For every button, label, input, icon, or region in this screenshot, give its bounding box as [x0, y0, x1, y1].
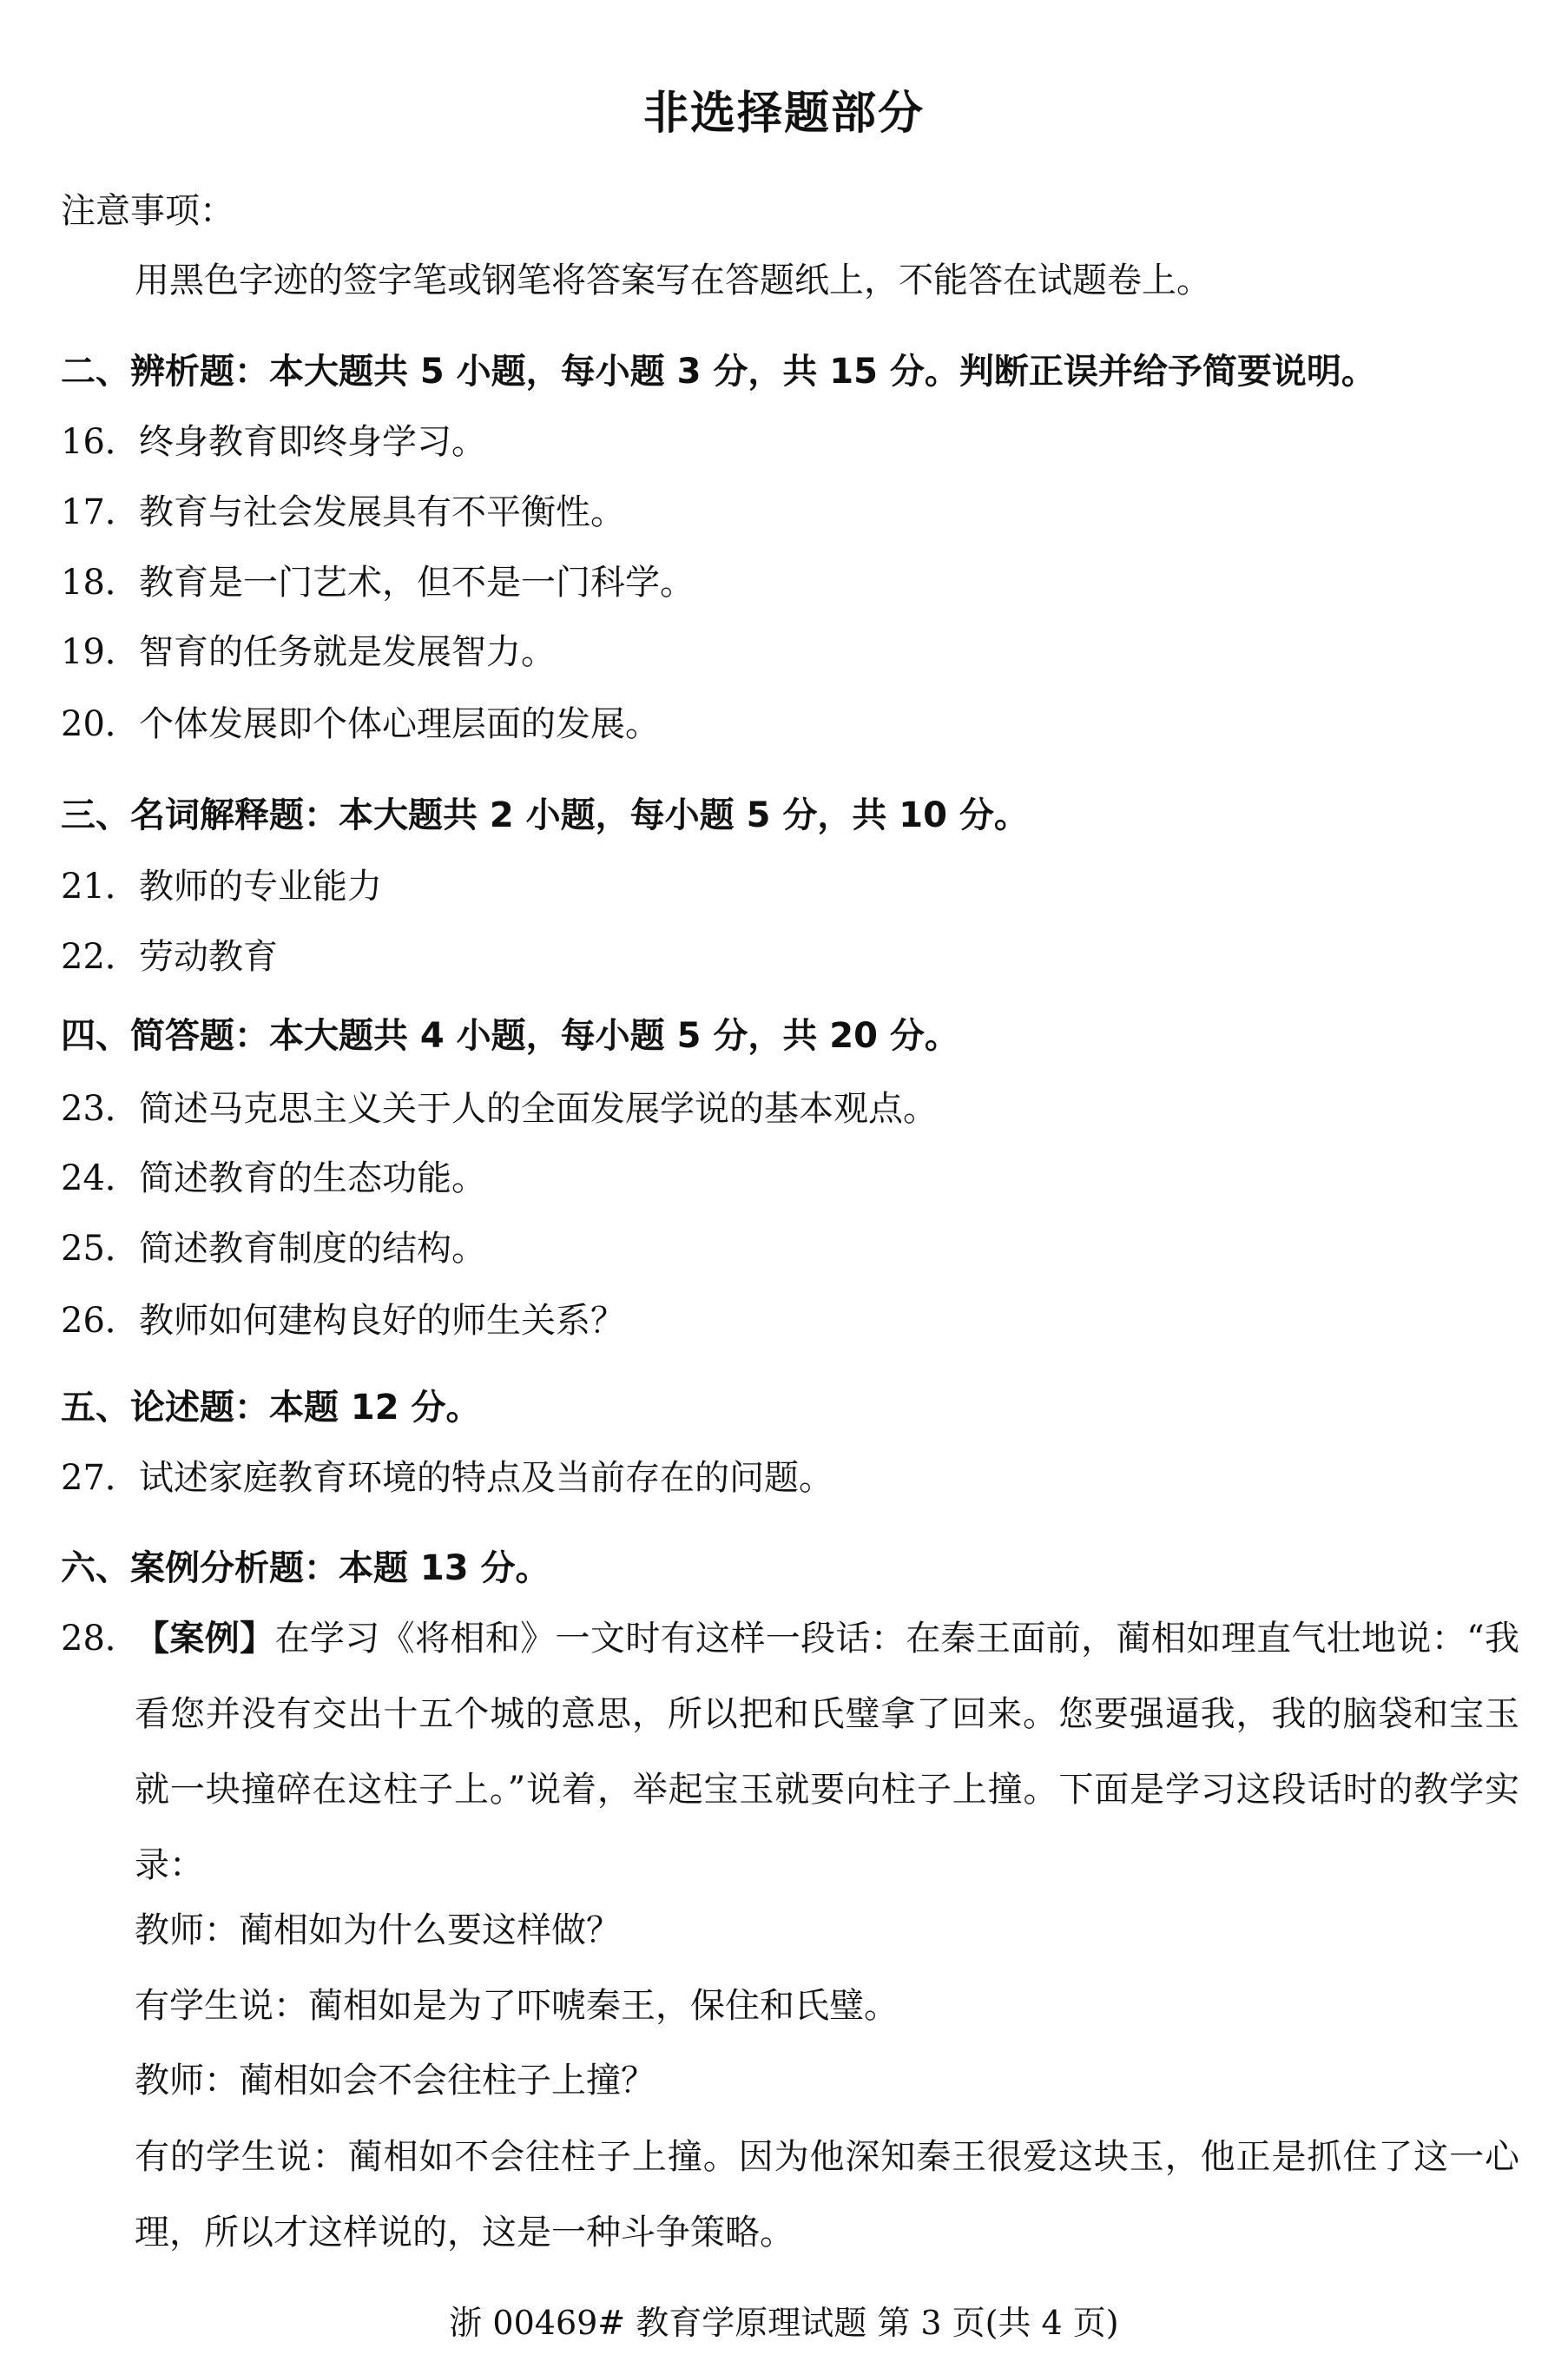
- question-text: 简述教育的生态功能。: [139, 1158, 486, 1198]
- dialogue-line-2: 有学生说：蔺相如是为了吓唬秦王，保住和氏璧。: [135, 1986, 899, 2026]
- question-number: 24．: [61, 1158, 140, 1198]
- case-body: [135, 1601, 1519, 1903]
- page-footer: 浙 00469# 教育学原理试题 第 3 页(共 4 页): [449, 2304, 1119, 2342]
- question-number: 27．: [61, 1458, 140, 1498]
- question-text: 智育的任务就是发展智力。: [139, 632, 556, 672]
- page-title: 非选择题部分: [642, 88, 925, 140]
- section-heading-6: 六、案例分析题：本题 13 分。: [61, 1548, 550, 1588]
- question-25: [61, 1224, 486, 1273]
- question-text: 劳动教育: [139, 937, 278, 977]
- question-27: [61, 1454, 833, 1502]
- question-number: 25．: [61, 1229, 140, 1269]
- question-24: [61, 1154, 486, 1203]
- question-number: 21．: [61, 867, 140, 907]
- section-heading-4: 四、简答题：本大题共 4 小题，每小题 5 分，共 20 分。: [61, 1016, 959, 1056]
- question-text: 终身教育即终身学习。: [139, 422, 486, 462]
- question-17: [61, 488, 625, 537]
- dialogue-line-1: 教师：蔺相如为什么要这样做？: [135, 1910, 621, 1950]
- question-18: [61, 558, 695, 607]
- question-20: [61, 700, 660, 749]
- question-21: [61, 862, 382, 911]
- dialogue-line-4: 有的学生说：蔺相如不会往柱子上撞。因为他深知秦王很爱这块玉，他正是抓住了这一心理，所以才这样说的，这是一种斗争策略。: [135, 2137, 1519, 2253]
- question-text: 简述马克思主义关于人的全面发展学说的基本观点。: [139, 1089, 938, 1129]
- question-23: [61, 1085, 938, 1133]
- question-number: 17．: [61, 492, 140, 532]
- section-heading-3: 三、名词解释题：本大题共 2 小题，每小题 5 分，共 10 分。: [61, 795, 1029, 835]
- notice-text: 用黑色字迹的签字笔或钢笔将答案写在答题纸上，不能答在试题卷上。: [135, 261, 1211, 300]
- question-26: [61, 1296, 625, 1345]
- question-text: 教师的专业能力: [139, 867, 382, 907]
- question-number: 20．: [61, 704, 140, 744]
- question-text: 试述家庭教育环境的特点及当前存在的问题。: [139, 1458, 833, 1498]
- question-text: 简述教育制度的结构。: [139, 1229, 486, 1269]
- question-text: 教师如何建构良好的师生关系？: [139, 1301, 625, 1341]
- question-text: 教育是一门艺术，但不是一门科学。: [139, 563, 695, 603]
- question-number: 16．: [61, 422, 140, 462]
- notice-label: 注意事项：: [61, 191, 234, 231]
- question-number: 18．: [61, 563, 140, 603]
- question-number: 22．: [61, 937, 140, 977]
- question-number: 26．: [61, 1301, 140, 1341]
- question-text: 个体发展即个体心理层面的发展。: [139, 704, 660, 744]
- section-heading-5: 五、论述题：本题 12 分。: [61, 1388, 481, 1428]
- question-16: [61, 418, 486, 466]
- question-number: 19．: [61, 632, 140, 672]
- question-number: 28．: [61, 1619, 140, 1659]
- section-heading-2: 二、辨析题：本大题共 5 小题，每小题 3 分，共 15 分。判断正误并给予简要说明。: [61, 352, 1376, 392]
- dialogue-line-3: 教师：蔺相如会不会往柱子上撞？: [135, 2061, 656, 2101]
- question-22: [61, 933, 278, 981]
- case-tag: 【案例】: [135, 1619, 275, 1659]
- case-text: 在学习《将相和》一文时有这样一段话：在秦王面前，蔺相如理直气壮地说：“我看您并没有交出十五个城的意思，所以把和氏璧拿了回来。您要强逼我，我的脑袋和宝玉就一块撞碎在这柱子上。”说着，举起宝玉就要向柱子上撞。下面是学习这段话时的教学实录：: [135, 1619, 1520, 1885]
- case-question-28: [61, 1601, 1519, 1903]
- question-text: 教育与社会发展具有不平衡性。: [139, 492, 625, 532]
- question-19: [61, 628, 556, 676]
- question-number: 23．: [61, 1089, 140, 1129]
